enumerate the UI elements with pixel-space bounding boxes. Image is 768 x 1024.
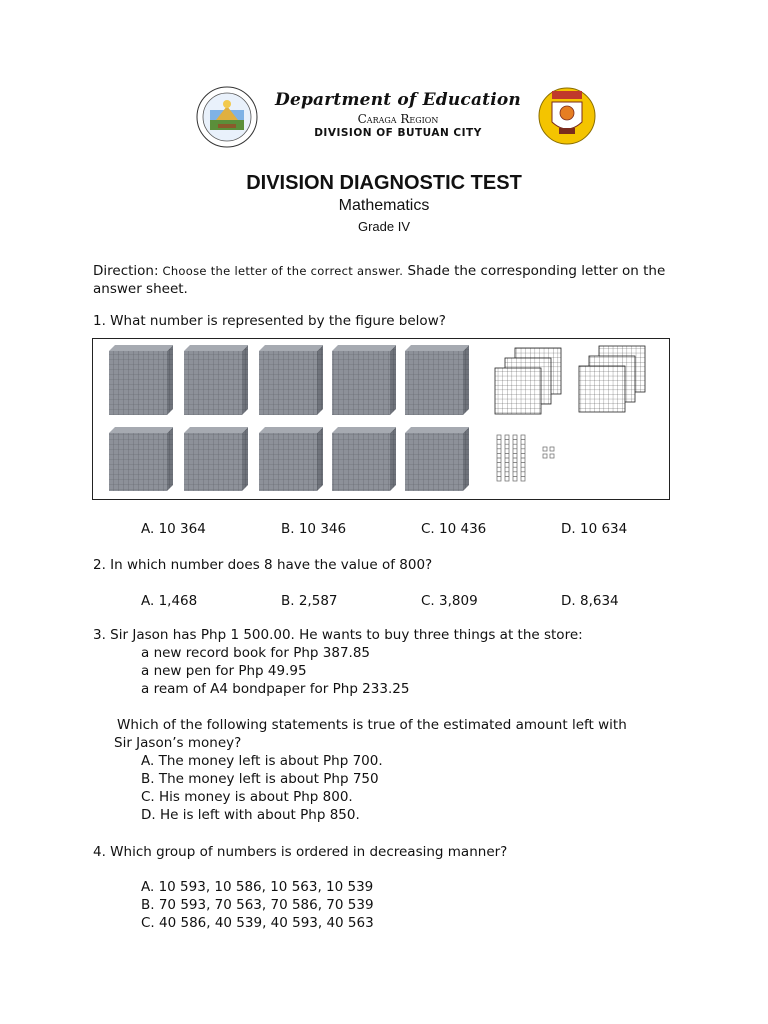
- hundred-flat-stack: [579, 346, 645, 412]
- ten-rods: [497, 435, 525, 481]
- item-record-book: a new record book for Php 387.85: [141, 645, 371, 661]
- question-3-line2: Sir Jason’s money?: [114, 735, 242, 751]
- choice-b[interactable]: B. 70 593, 70 563, 70 586, 70 539: [141, 897, 374, 913]
- choice-a[interactable]: A. 10 593, 10 586, 10 563, 10 539: [141, 879, 374, 895]
- choice-b[interactable]: B. 10 346: [281, 521, 347, 537]
- question-2-choices: [141, 592, 701, 610]
- region-name: Caraga Region: [357, 112, 439, 126]
- thousand-cube: [109, 427, 173, 491]
- choice-a[interactable]: A. 10 364: [141, 521, 206, 537]
- test-title-block: [0, 172, 768, 234]
- choice-a[interactable]: A. The money left is about Php 700.: [141, 753, 383, 769]
- direction-label: Direction:: [93, 263, 159, 279]
- choice-d[interactable]: D. 10 634: [561, 521, 628, 537]
- thousand-cube: [259, 427, 323, 491]
- thousand-cube: [332, 427, 396, 491]
- division-seal-logo: [538, 86, 596, 146]
- question-3-block: [93, 626, 713, 698]
- deped-seal-logo: [196, 86, 258, 148]
- choice-b[interactable]: B. The money left is about Php 750: [141, 771, 379, 787]
- question-3-question: [93, 716, 713, 824]
- question-4-stem: 4. Which group of numbers is ordered in decreasing manner?: [93, 844, 508, 860]
- test-grade: Grade IV: [357, 219, 411, 234]
- choice-c[interactable]: C. 10 436: [421, 521, 487, 537]
- department-name: Department of Education: [275, 90, 521, 110]
- direction-part2: Shade the corresponding letter on the answer sheet.: [93, 263, 666, 297]
- test-title: DIVISION DIAGNOSTIC TEST: [246, 172, 522, 194]
- choice-c[interactable]: C. 3,809: [421, 593, 478, 609]
- thousand-cube: [184, 345, 248, 415]
- thousand-cube: [259, 345, 323, 415]
- hundred-flat-stack: [495, 348, 561, 414]
- choice-d[interactable]: D. He is left with about Php 850.: [141, 807, 360, 823]
- thousand-cube: [332, 345, 396, 415]
- choice-c[interactable]: C. 40 586, 40 539, 40 593, 40 563: [141, 915, 374, 931]
- item-bondpaper: a ream of A4 bondpaper for Php 233.25: [141, 681, 410, 697]
- direction-paragraph: [93, 262, 673, 298]
- unit-cubes: [543, 447, 554, 458]
- item-pen: a new pen for Php 49.95: [141, 663, 307, 679]
- choice-c[interactable]: C. His money is about Php 800.: [141, 789, 353, 805]
- thousand-cube: [109, 345, 173, 415]
- choice-d[interactable]: D. 8,634: [561, 593, 619, 609]
- question-3-stem: 3. Sir Jason has Php 1 500.00. He wants to buy three things at the store:: [93, 627, 583, 643]
- question-1-choices: [141, 520, 701, 538]
- direction-part1: Choose the letter of the correct answer.: [158, 264, 404, 278]
- question-2-stem: 2. In which number does 8 have the value of 800?: [93, 557, 433, 573]
- thousand-cube: [405, 345, 469, 415]
- choice-a[interactable]: A. 1,468: [141, 593, 198, 609]
- thousand-cube: [184, 427, 248, 491]
- letterhead: [258, 90, 538, 139]
- question-4-choices: [141, 878, 641, 932]
- question-3-line1: Which of the following statements is true of the estimated amount left with: [117, 717, 627, 733]
- thousand-cube: [405, 427, 469, 491]
- base-ten-blocks-drawing: [93, 339, 668, 498]
- division-name: DIVISION OF BUTUAN CITY: [314, 127, 482, 139]
- choice-b[interactable]: B. 2,587: [281, 593, 338, 609]
- question-1-stem: 1. What number is represented by the figure below?: [93, 313, 446, 329]
- test-subject: Mathematics: [338, 197, 430, 214]
- base-ten-blocks-figure: [92, 338, 670, 500]
